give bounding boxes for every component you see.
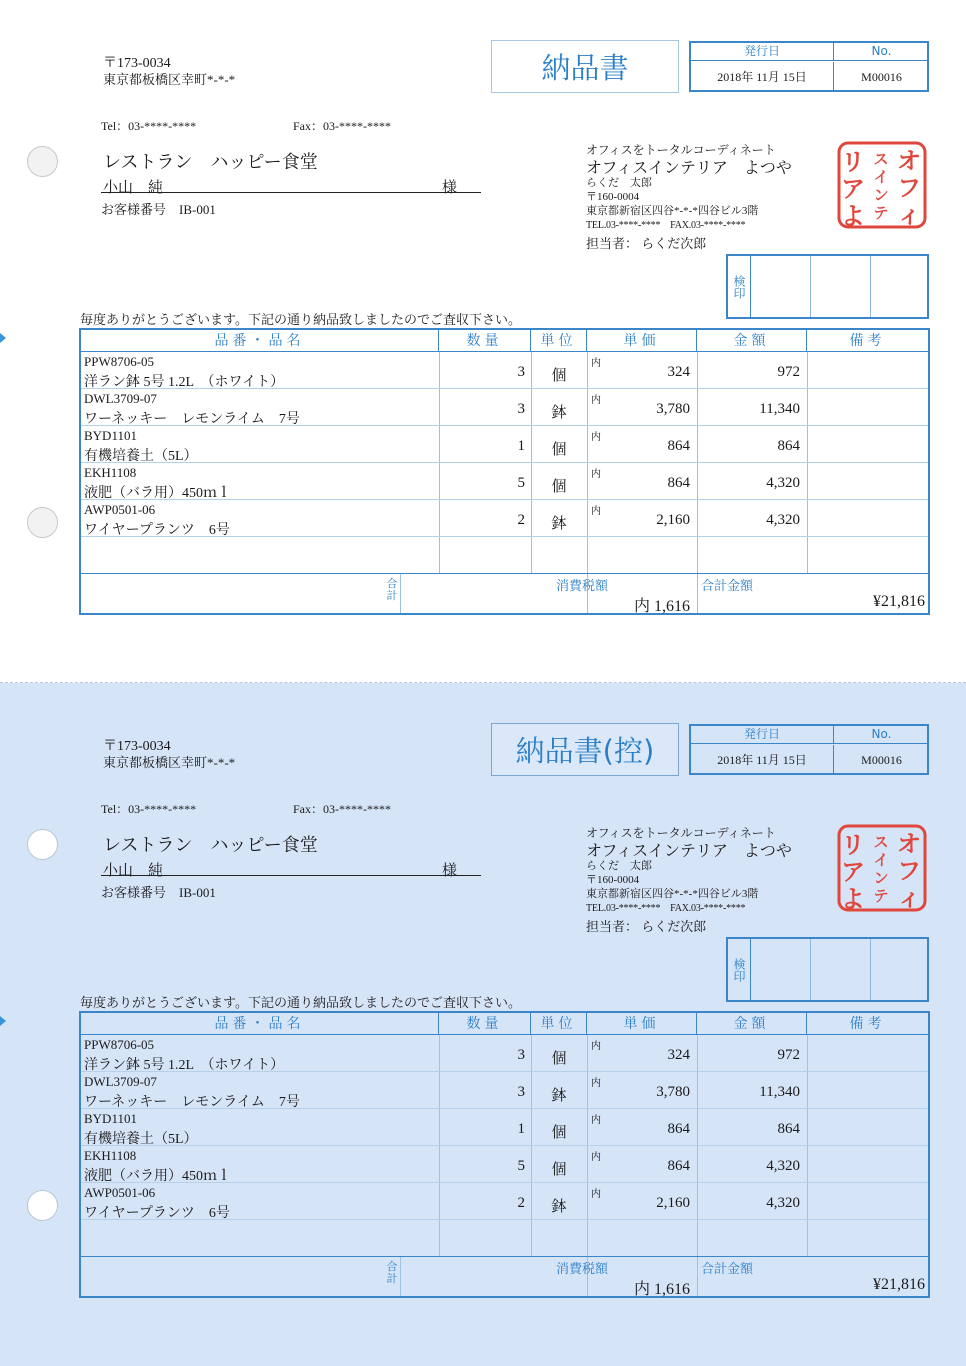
customer-number: お客様番号 IB-001 (101, 885, 216, 900)
svg-text:リ: リ (841, 148, 865, 176)
customer-postal-code: 〒173-0034 (103, 56, 171, 71)
item-unit: 鉢 (551, 1199, 567, 1215)
total-mark: 合計 (386, 577, 398, 602)
document-no: M00016 (861, 70, 902, 84)
column-header-note: 備考 (807, 330, 928, 352)
item-unit-price: 324 (667, 1047, 690, 1063)
tax-included-mark: 内 (591, 1189, 601, 1200)
document-no-label: No. (834, 726, 929, 744)
column-header-item: 品番・品名 (81, 330, 439, 352)
perforation-line (0, 682, 966, 683)
customer-number: お客様番号 IB-001 (101, 202, 216, 217)
punch-hole (27, 1190, 58, 1221)
svg-text:ア: ア (841, 858, 865, 886)
item-code: BYD1101 (84, 428, 137, 443)
item-unit-price: 864 (667, 1158, 690, 1174)
svg-text:オ: オ (897, 147, 921, 175)
company-seal-stamp (836, 140, 928, 230)
company-postal-code: 〒160-0004 (586, 874, 640, 886)
issue-date-label: 発行日 (691, 43, 834, 61)
company-tel-fax: TEL.03-****-**** FAX.03-****-**** (586, 220, 746, 231)
item-qty: 2 (517, 512, 525, 528)
customer-fax: Fax：03-****-**** (293, 802, 391, 816)
items-table (79, 1011, 930, 1298)
column-header-qty: 数量 (439, 1013, 531, 1035)
fold-marker-icon (0, 333, 6, 343)
stamp-cell (870, 939, 871, 1000)
item-amount: 972 (777, 1047, 800, 1063)
column-header-price: 単価 (587, 1013, 697, 1035)
tax-included-mark: 内 (591, 1078, 601, 1089)
item-name: ワーネッキー レモンライム 7号 (84, 1095, 300, 1110)
document-title: 納品書 (491, 40, 679, 93)
item-unit-price: 3,780 (656, 1084, 690, 1100)
stamp-cell (870, 256, 871, 317)
thanks-message: 毎度ありがとうございます。下記の通り納品致しましたのでご査収下さい。 (80, 995, 521, 1010)
issue-date-label: 発行日 (691, 726, 834, 744)
tax-value: 内 1,616 (633, 598, 690, 615)
item-amount: 864 (777, 438, 800, 454)
column-header-item: 品番・品名 (81, 1013, 439, 1035)
company-representative: らくだ 太郎 (586, 860, 652, 872)
svg-text:イ: イ (873, 851, 889, 869)
item-unit: 鉢 (551, 405, 567, 421)
svg-text:ィ: ィ (897, 884, 921, 912)
svg-text:よ: よ (841, 885, 865, 913)
customer-tel: Tel：03-****-**** (101, 119, 197, 133)
svg-text:イ: イ (873, 168, 889, 186)
total-value: ¥21,816 (873, 1276, 925, 1293)
row-divider (81, 462, 928, 463)
customer-person: 小山 純 (103, 180, 164, 196)
issue-info-table (689, 724, 929, 775)
customer-postal-code: 〒173-0034 (103, 739, 171, 754)
footer-divider (81, 573, 928, 574)
tax-label: 消費税額 (556, 1262, 609, 1277)
item-amount: 4,320 (766, 1158, 800, 1174)
item-unit: 個 (551, 1051, 567, 1067)
item-code: EKH1108 (84, 1148, 137, 1163)
fold-marker-icon (0, 1016, 6, 1026)
customer-street: 東京都板橋区幸町*-*-* (103, 72, 236, 87)
customer-address (103, 739, 235, 771)
column-header-qty: 数量 (439, 330, 531, 352)
honorific: 様 (442, 180, 458, 196)
item-unit-price: 864 (667, 475, 690, 491)
column-header-note: 備考 (807, 1013, 928, 1035)
honorific: 様 (442, 863, 458, 879)
delivery-slip-copy (0, 683, 966, 1366)
customer-person: 小山 純 (103, 863, 164, 879)
item-qty: 2 (517, 1195, 525, 1211)
item-amount: 4,320 (766, 475, 800, 491)
customer-street: 東京都板橋区幸町*-*-* (103, 755, 236, 770)
item-qty: 3 (517, 364, 525, 380)
tax-included-mark: 内 (591, 1041, 601, 1052)
item-qty: 3 (517, 401, 525, 417)
issue-date: 2018年 11月 15日 (691, 745, 834, 775)
item-unit-price: 2,160 (656, 512, 690, 528)
item-amount: 972 (777, 364, 800, 380)
item-unit-price: 324 (667, 364, 690, 380)
name-underline (101, 192, 481, 193)
stamp-cell (810, 256, 811, 317)
item-code: AWP0501-06 (84, 502, 156, 517)
svg-text:ン: ン (873, 186, 889, 204)
item-name: 有機培養土（5L） (84, 449, 198, 464)
company-tel-fax: TEL.03-****-**** FAX.03-****-**** (586, 903, 746, 914)
inspection-stamp-box (726, 254, 929, 319)
item-unit-price: 864 (667, 1121, 690, 1137)
column-header-amount: 金額 (697, 1013, 807, 1035)
svg-text:ス: ス (873, 150, 889, 168)
staff-name: 担当者： らくだ次郎 (586, 919, 707, 934)
punch-hole (27, 829, 58, 860)
item-unit: 個 (551, 1162, 567, 1178)
item-name: ワイヤープランツ 6号 (84, 1206, 230, 1221)
tax-included-mark: 内 (591, 358, 601, 369)
item-code: DWL3709-07 (84, 1074, 157, 1089)
item-unit: 個 (551, 1125, 567, 1141)
item-qty: 1 (517, 1121, 525, 1137)
item-unit: 個 (551, 442, 567, 458)
document-no: M00016 (861, 753, 902, 767)
company-representative: らくだ 太郎 (586, 177, 652, 189)
staff-name: 担当者： らくだ次郎 (586, 236, 707, 251)
item-qty: 5 (517, 475, 525, 491)
svg-text:よ: よ (841, 202, 865, 230)
item-qty: 3 (517, 1084, 525, 1100)
item-amount: 11,340 (759, 1084, 800, 1100)
tax-label: 消費税額 (556, 579, 609, 594)
column-header-amount: 金額 (697, 330, 807, 352)
svg-text:ア: ア (841, 175, 865, 203)
company-name: オフィスインテリア よつや (586, 843, 792, 860)
company-name: オフィスインテリア よつや (586, 160, 792, 177)
issue-info-table (689, 41, 929, 92)
item-unit: 個 (551, 479, 567, 495)
item-code: PPW8706-05 (84, 354, 155, 369)
svg-text:ン: ン (873, 869, 889, 887)
inspection-label: 検印 (728, 256, 751, 317)
footer-divider (81, 1256, 928, 1257)
item-amount: 4,320 (766, 512, 800, 528)
issue-date: 2018年 11月 15日 (691, 62, 834, 92)
item-code: BYD1101 (84, 1111, 137, 1126)
name-underline (101, 875, 481, 876)
item-code: EKH1108 (84, 465, 137, 480)
item-qty: 3 (517, 1047, 525, 1063)
document-title: 納品書(控) (491, 723, 679, 776)
svg-text:ス: ス (873, 833, 889, 851)
tax-included-mark: 内 (591, 395, 601, 406)
company-seal-stamp (836, 823, 928, 913)
total-label: 合計金額 (701, 579, 754, 594)
item-code: PPW8706-05 (84, 1037, 155, 1052)
document-no-label: No. (834, 43, 929, 61)
item-unit: 個 (551, 368, 567, 384)
svg-text:フ: フ (897, 857, 921, 885)
item-unit: 鉢 (551, 1088, 567, 1104)
inspection-label: 検印 (728, 939, 751, 1000)
customer-name: レストラン ハッピー食堂 (103, 835, 318, 855)
tax-included-mark: 内 (591, 1152, 601, 1163)
tax-included-mark: 内 (591, 432, 601, 443)
thanks-message: 毎度ありがとうございます。下記の通り納品致しましたのでご査収下さい。 (80, 312, 521, 327)
column-header-price: 単価 (587, 330, 697, 352)
inspection-stamp-box (726, 937, 929, 1002)
svg-text:テ: テ (873, 204, 889, 222)
item-name: ワイヤープランツ 6号 (84, 523, 230, 538)
punch-hole (27, 507, 58, 538)
svg-text:リ: リ (841, 831, 865, 859)
column-divider (400, 573, 401, 613)
tax-included-mark: 内 (591, 469, 601, 480)
item-code: AWP0501-06 (84, 1185, 156, 1200)
company-tagline: オフィスをトータルコーディネート (586, 143, 776, 157)
company-tagline: オフィスをトータルコーディネート (586, 826, 776, 840)
item-unit-price: 3,780 (656, 401, 690, 417)
column-header-unit: 単位 (531, 330, 587, 352)
customer-address (103, 56, 235, 88)
punch-hole (27, 146, 58, 177)
item-unit: 鉢 (551, 516, 567, 532)
item-amount: 864 (777, 1121, 800, 1137)
total-label: 合計金額 (701, 1262, 754, 1277)
item-qty: 5 (517, 1158, 525, 1174)
item-code: DWL3709-07 (84, 391, 157, 406)
column-divider (400, 1256, 401, 1296)
tax-value: 内 1,616 (633, 1281, 690, 1298)
company-address: 東京都新宿区四谷*-*-*四谷ビル3階 (586, 205, 759, 217)
item-amount: 4,320 (766, 1195, 800, 1211)
total-mark: 合計 (386, 1260, 398, 1285)
item-name: 液肥（バラ用）450ｍｌ (84, 1169, 231, 1184)
row-divider (81, 1145, 928, 1146)
customer-name: レストラン ハッピー食堂 (103, 152, 318, 172)
item-qty: 1 (517, 438, 525, 454)
item-unit-price: 2,160 (656, 1195, 690, 1211)
item-name: 有機培養土（5L） (84, 1132, 198, 1147)
stamp-cell (810, 939, 811, 1000)
svg-text:ィ: ィ (897, 201, 921, 229)
tax-included-mark: 内 (591, 1115, 601, 1126)
item-name: 洋ラン鉢 5号 1.2L （ホワイト） (84, 1058, 285, 1073)
item-name: 洋ラン鉢 5号 1.2L （ホワイト） (84, 375, 285, 390)
item-amount: 11,340 (759, 401, 800, 417)
customer-tel: Tel：03-****-**** (101, 802, 197, 816)
item-name: 液肥（バラ用）450ｍｌ (84, 486, 231, 501)
column-header-unit: 単位 (531, 1013, 587, 1035)
svg-text:フ: フ (897, 174, 921, 202)
item-name: ワーネッキー レモンライム 7号 (84, 412, 300, 427)
company-address: 東京都新宿区四谷*-*-*四谷ビル3階 (586, 888, 759, 900)
items-table (79, 328, 930, 615)
item-unit-price: 864 (667, 438, 690, 454)
tax-included-mark: 内 (591, 506, 601, 517)
company-postal-code: 〒160-0004 (586, 191, 640, 203)
total-value: ¥21,816 (873, 593, 925, 610)
svg-text:テ: テ (873, 887, 889, 905)
svg-text:オ: オ (897, 830, 921, 858)
customer-fax: Fax：03-****-**** (293, 119, 391, 133)
